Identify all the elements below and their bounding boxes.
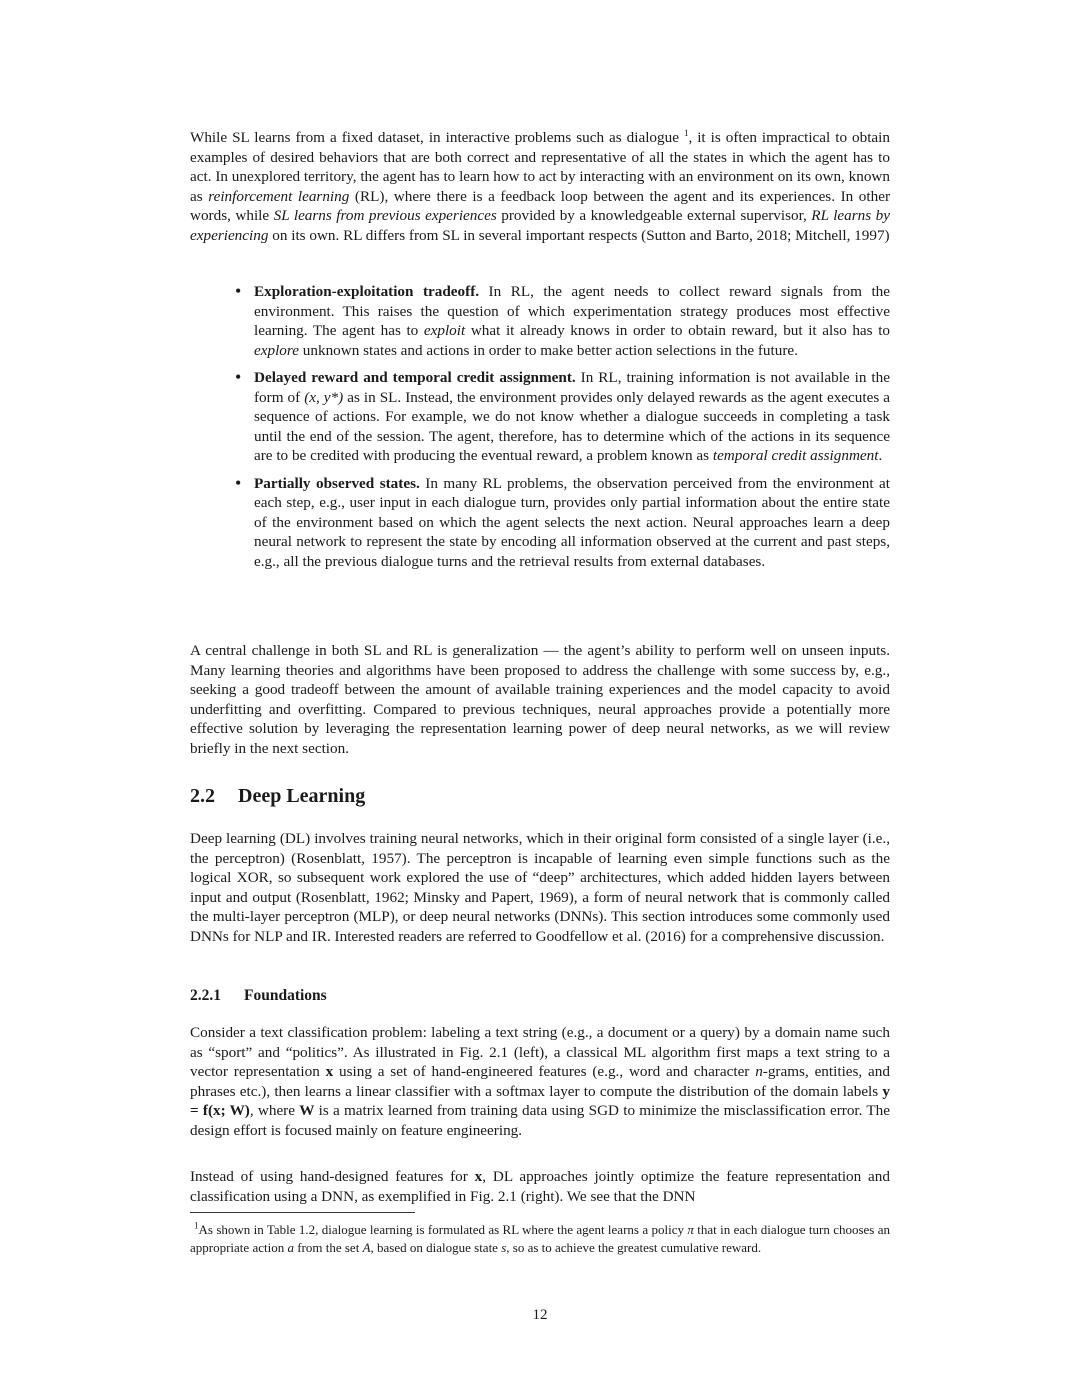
subsection-heading: 2.2.1 Foundations: [190, 987, 327, 1004]
final-paragraph: Instead of using hand-designed features for x, DL approaches jointly optimize the feature representation and classification using a DNN, as exemplified in Fig. 2.1 (right). We see that the DNN: [190, 1168, 890, 1205]
section-heading: 2.2 Deep Learning: [190, 785, 366, 807]
rl-term: reinforcement learning: [208, 187, 350, 205]
list-item: • Delayed reward and temporal credit assignment. In RL, training information is not available in the form of (x, y*) as in SL. Instead, the environment provides only delayed rewards as the agent executes a sequence of actions. For example, we do not know whether a dialogue succeeds in completing a task until the end of the session. The agent, therefore, has to determine which of the actions in its sequence are to be credited with producing the eventual reward, a problem known as temporal credit assignment.: [232, 368, 890, 466]
equation: y = f(x; W): [190, 1082, 890, 1119]
foundations-paragraph: Consider a text classification problem: labeling a text string (e.g., a document or a query) by a domain name such as “sport” and “politics”. As illustrated in Fig. 2.1 (left), a classical ML algorithm first maps a text string to a vector representation x using a set of hand-engineered features (e.g., word and character n-grams, entities, and phrases etc.), then learns a linear classifier with a softmax layer to compute the distribution of the domain labels y = f(x; W), where W is a matrix learned from training data using SGD to minimize the misclassification error. The design effort is focused mainly on feature engineering.: [190, 1024, 890, 1139]
rl-differences-list: [232, 282, 890, 571]
list-item: • Partially observed states. In many RL problems, the observation perceived from the environment at each step, e.g., user input in each dialogue turn, provides only partial information about the entire state of the environment based on which the agent selects the next action. Neural approaches learn a deep neural network to represent the state by encoding all information observed at the current and past steps, e.g., all the previous dialogue turns and the retrieval results from external databases.: [232, 474, 890, 572]
list-item: • Exploration-exploitation tradeoff. In RL, the agent needs to collect reward signals from the environment. This raises the question of which experimentation strategy produces most effective learning. The agent has to exploit what it already knows in order to obtain reward, but it also has to explore unknown states and actions in order to make better action selections in the future.: [232, 282, 890, 360]
footnote-divider: [190, 1212, 415, 1213]
deep-learning-paragraph: Deep learning (DL) involves training neural networks, which in their original form consisted of a single layer (i.e., the perceptron) (Rosenblatt, 1957). The perceptron is incapable of learning even simple functions such as the logical XOR, so subsequent work explored the use of “deep” architectures, which added hidden layers between input and output (Rosenblatt, 1962; Minsky and Papert, 1969), a form of neural network that is commonly called the multi-layer perceptron (MLP), or deep neural networks (DNNs). This section introduces some commonly used DNNs for NLP and IR. Interested readers are referred to Goodfellow et al. (2016) for a comprehensive discussion.: [190, 830, 890, 945]
intro-paragraph: While SL learns from a fixed dataset, in interactive problems such as dialogue $^1$, it is often impractical to obtain examples of desired behaviors that are both correct and representative of all the states in which the agent has to act. In unexplored territory, the agent has to learn how to act by interacting with an environment on its own, known as reinforcement learning (RL), where there is a feedback loop between the agent and its experiences. In other words, while SL learns from previous experiences provided by a knowledgeable external supervisor, RL learns by experiencing on its own. RL differs from SL in several important respects (Sutton and Barto, 2018; Mitchell, 1997): [190, 127, 891, 244]
page-number: 12: [532, 1307, 548, 1323]
footnote: $^1$As shown in Table 1.2, dialogue learning is formulated as RL where the agent learns a policy π that in each dialogue turn chooses an appropriate action a from the set A, based on dialogue state s, so as to achieve the greatest cumulative reward.: [190, 1220, 890, 1255]
footnote-ref[interactable]: 1: [683, 127, 689, 138]
math-pair: (x, y*): [304, 388, 344, 406]
generalization-paragraph: A central challenge in both SL and RL is generalization — the agent’s ability to perform well on unseen inputs. Many learning theories and algorithms have been proposed to address the challenge with some success by, e.g., seeking a good tradeoff between the amount of available training experiences and the model capacity to avoid underfitting and overfitting. Compared to previous techniques, neural approaches provide a potentially more effective solution by leveraging the representation learning power of deep neural networks, as we will review briefly in the next section.: [190, 642, 890, 757]
